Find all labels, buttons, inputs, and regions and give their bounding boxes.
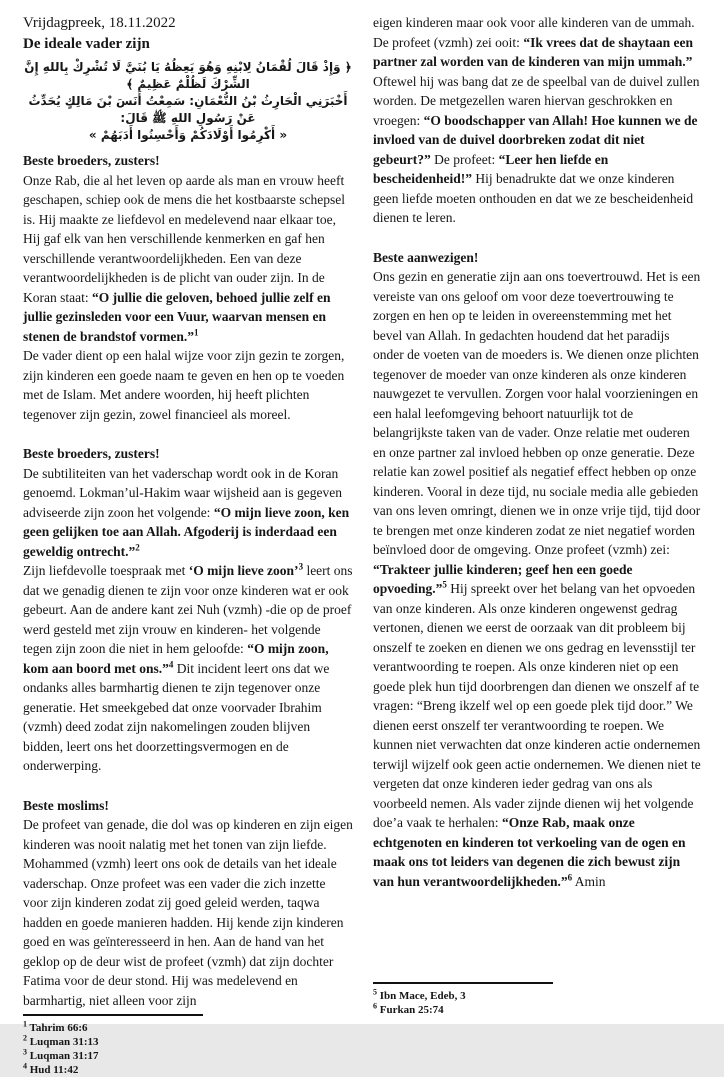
arabic-line: « أَكْرِمُوا أَوْلَادَكُمْ وَأَحْسِنُوا أَدَبَهُمْ » bbox=[88, 128, 288, 142]
footnote-number: 1 bbox=[23, 1019, 27, 1029]
text-segment: “O mijn zoon, kom aan boord met ons.” bbox=[23, 641, 329, 676]
arabic-line: أَخْبَرَنِي الْحَارِثُ بْنُ النُّعْمَانِ: سَمِعْتُ أَنَسَ بْنَ مَالِكٍ يُحَدِّثُ عَنْ رَسُولِ اللهِ ﷺ قَالَ: bbox=[28, 94, 348, 125]
footnote-ref: 6 bbox=[567, 872, 573, 882]
footnote: $^4$ Hud 11:42 bbox=[23, 1061, 79, 1076]
footnote: $^3$ Luqman 31:17 bbox=[23, 1047, 99, 1062]
text-segment: “O jullie die geloven, behoed jullie zelf en jullie gezinsleden voor een Vuur, waarvan mensen en stenen de brandstof vormen.” bbox=[23, 289, 331, 344]
body-paragraph bbox=[373, 267, 703, 891]
section-heading: Beste moslims! bbox=[23, 797, 109, 813]
text-segment: Zijn liefdevolle toespraak met bbox=[23, 563, 189, 578]
footnote-number: 6 bbox=[373, 1001, 377, 1011]
text-segment: “O boodschapper van Allah! Hoe kunnen we de invloed van de duivel doorbreken zodat dit niet gebeurt?” bbox=[373, 112, 698, 167]
text-segment: Hij benadrukte dat we onze kinderen geen liefde moeten onthouden en dat we ze bescheidenheid dienen te leren. bbox=[373, 171, 694, 225]
text-segment: Oftewel hij was bang dat ze de speelbal van de duivel zullen worden. De metgezellen waren hiervan geschrokken en vroegen: bbox=[373, 73, 700, 128]
text-segment: “Ik vrees dat de shaytaan een partner zal worden van de kinderen van mijn ummah.” bbox=[373, 34, 693, 69]
footnote-ref: 2 bbox=[135, 542, 140, 552]
footnote-number: 3 bbox=[23, 1047, 27, 1057]
document-title: De ideale vader zijn bbox=[23, 36, 150, 52]
footnote-ref: 3 bbox=[298, 561, 304, 572]
text-segment: Dit incident leert ons dat we ondanks alles barmhartig dienen te zijn tegenover onze generatie. Het smeekgebed dat onze voorvader Ibrahim (vzmh) deed zodat zijn nakomelingen zouden blijven bidden, leert ons het doorzettingsvermogen en de onderwerping. bbox=[23, 660, 330, 773]
footnote-number: 2 bbox=[23, 1033, 27, 1043]
footnote-list-left bbox=[23, 1021, 353, 1077]
footnote-ref: 5 bbox=[442, 579, 447, 590]
two-column-layout bbox=[23, 13, 703, 1076]
text-segment: Onze Rab, die al het leven op aarde als man en vrouw heeft geschapen, schiep ook de mens die het kostbaarste schepsel is. Hij maakte ze liefdevol en medelevend naar elkaar toe, Hij gaf elk van hen verschillende kenmerken en gaf hen verschillende verantwoordelijkheden. Een van deze verantwoordelijkheden is de plicht van ouder zijn. In de Koran staat: bbox=[23, 172, 346, 305]
text-segment: ‘O mijn lieve zoon’ bbox=[188, 563, 299, 578]
footnote-ref: 1 bbox=[194, 327, 199, 337]
text-segment: leert ons dat we genadig dienen te zijn voor onze kinderen wat er ook gebeurt. Aan de andere kant zei Nuh (vzmh) -die op de proef werd gesteld met zijn vrouw en kinderen- het volgende tegen zijn zoon die niet in hem geloofde: bbox=[23, 563, 353, 656]
text-segment: De profeet: bbox=[430, 151, 499, 167]
body-paragraph bbox=[23, 171, 353, 425]
text-segment: De profeet van genade, die dol was op kinderen en zijn eigen kinderen was nooit nalatig met het tonen van zijn liefde. Mohammed (vzmh) leert ons ook de details van het ideale vaderschap. Onze profeet was een vader die zich inzette voor zijn kinderen zodat zij goed geleid werden, taqwa hadden en goede manieren hadden. Hij kende zijn kinderen goed en was geïnteresseerd in hen. Aan de hand van het geklop op de deur wist de profeet (vzmh) dat zijn dochter Fatima voor de deur stond. Hij was medelevend en barmhartig, niet alleen voor zijn bbox=[23, 817, 353, 1008]
body-paragraph bbox=[23, 464, 353, 776]
footnote-separator bbox=[23, 1014, 203, 1016]
arabic-line: ﴿ وَإِذْ قَالَ لُقْمَانُ لِابْنِهِ وَهُوَ يَعِظُهُ يَا بُنَيَّ لَا تُشْرِكْ بِاللهِ إِنَّ الشِّرْكَ لَظُلْمٌ عَظِيمٌ ﴾ bbox=[24, 60, 352, 91]
text-segment: “Trakteer jullie kinderen; geef hen een goede opvoeding.” bbox=[373, 561, 633, 596]
footnote-list-right bbox=[373, 989, 703, 1017]
left-column bbox=[23, 13, 353, 1076]
text-segment: De subtiliteiten van het vaderschap wordt ook in de Koran genoemd. Lokman’ul-Hakim waar wijsheid aan is gegeven adviseerde zijn zoon het volgende: bbox=[23, 465, 343, 520]
text-segment: Hij spreekt over het belang van het opvoeden van onze kinderen. Als onze kinderen ongewenst gedrag vertonen, dienen we eerst de oorzaak van dit probleem bij onszelf te zoeken en dienen we ons gedrag en levensstijl ter verantwoording te roepen. Als onze kinderen niet op een goede plek hun tijd doorbrengen dan dienen we onszelf af te vragen: “Breng ikzelf wel op een goede plek tijd door.” We dienen eerst onszelf ter verantwoording te roepen. We kunnen niet verwachten dat onze kinderen actie ondernemen terwijl wijzelf ook geen actie ondernemen. We dienen niet te vergeten dat onze kinderen ieder gedrag van ons als voorbeeld nemen. Als vader zijnde dienen wij het volgende doe’a vaak te herhalen: bbox=[373, 581, 701, 830]
footnote-number: 5 bbox=[373, 987, 377, 997]
section-heading: Beste broeders, zusters! bbox=[23, 153, 160, 168]
body-paragraph bbox=[373, 13, 703, 228]
footnote-separator bbox=[373, 982, 553, 984]
text-segment: “O mijn lieve zoon, ken geen gelijken toe aan Allah. Afgoderij is inderdaad een geweldig ontrecht.” bbox=[23, 504, 350, 559]
right-column-text bbox=[373, 13, 703, 891]
text-segment: Amin bbox=[572, 873, 606, 889]
text-segment: De vader dient op een halal wijze voor zijn gezin te zorgen, zijn kinderen een goede naam te geven en hen op te voeden met de Islam. Met andere woorden, hij heeft plichten tegenover zijn gezin, zowel financieel als moreel. bbox=[23, 348, 345, 422]
section-heading: Beste aanwezigen! bbox=[373, 249, 479, 265]
right-column bbox=[373, 13, 703, 1017]
text-segment: “Onze Rab, maak onze echtgenoten en kinderen tot verkoeling van de ogen en maak ons tot leiders van degenen die zich bewust zijn van hun verantwoordelijkheden.” bbox=[373, 815, 686, 889]
footnote: $^1$ Tahrim 66:6 bbox=[23, 1019, 88, 1034]
footnote: $^6$ Furkan 25:74 bbox=[373, 1001, 444, 1016]
footnote-ref: 4 bbox=[168, 659, 174, 669]
section-heading: Beste broeders, zusters! bbox=[23, 446, 160, 461]
text-segment: Ons gezin en generatie zijn aan ons toevertrouwd. Het is een vereiste van ons geloof om voor deze toevertrouwing te zorgen en hen op te leiden in overeenstemming met het bevel van Allah. In gedachten houdend dat het paradijs onder de voeten van de moeders is. We dienen onze plichten tegenover de moeder van onze kinderen als onze kinderen nauwgezet te vervullen. Zorgen voor halal voorzieningen en een halal leefomgeving behoort natuurlijk tot de belangrijkste taken van de vader. Onze relatie met ouderen en onze partner zal invloed hebben op onze generatie. Deze relatie kan zowel positief als negatief effect hebben op onze kinderen. Vooral in deze tijd, nu sociale media alle gebieden van ons leven omringt, dienen we in onze vrije tijd, tijd door te brengen met onze kinderen zodat ze niet negatief worden beïnvloed door de omgeving. Onze profeet (vzmh) zei: bbox=[373, 269, 701, 557]
footnote: $^2$ Luqman 31:13 bbox=[23, 1033, 99, 1048]
text-segment: eigen kinderen maar ook voor alle kinderen van de ummah. De profeet (vzmh) zei ooit: bbox=[373, 15, 695, 50]
body-paragraph bbox=[23, 815, 353, 1010]
footnote-number: 4 bbox=[23, 1061, 27, 1071]
footnotes-left bbox=[23, 1010, 353, 1077]
document-date: Vrijdagpreek, 18.11.2022 bbox=[23, 15, 176, 31]
text-segment: “Leer hen liefde en bescheidenheid!” bbox=[373, 151, 609, 186]
left-column-text bbox=[23, 149, 353, 1010]
arabic-quote-block bbox=[23, 59, 353, 144]
footnotes-right bbox=[373, 978, 703, 1017]
footnote: $^5$ Ibn Mace, Edeb, 3 bbox=[373, 987, 466, 1002]
